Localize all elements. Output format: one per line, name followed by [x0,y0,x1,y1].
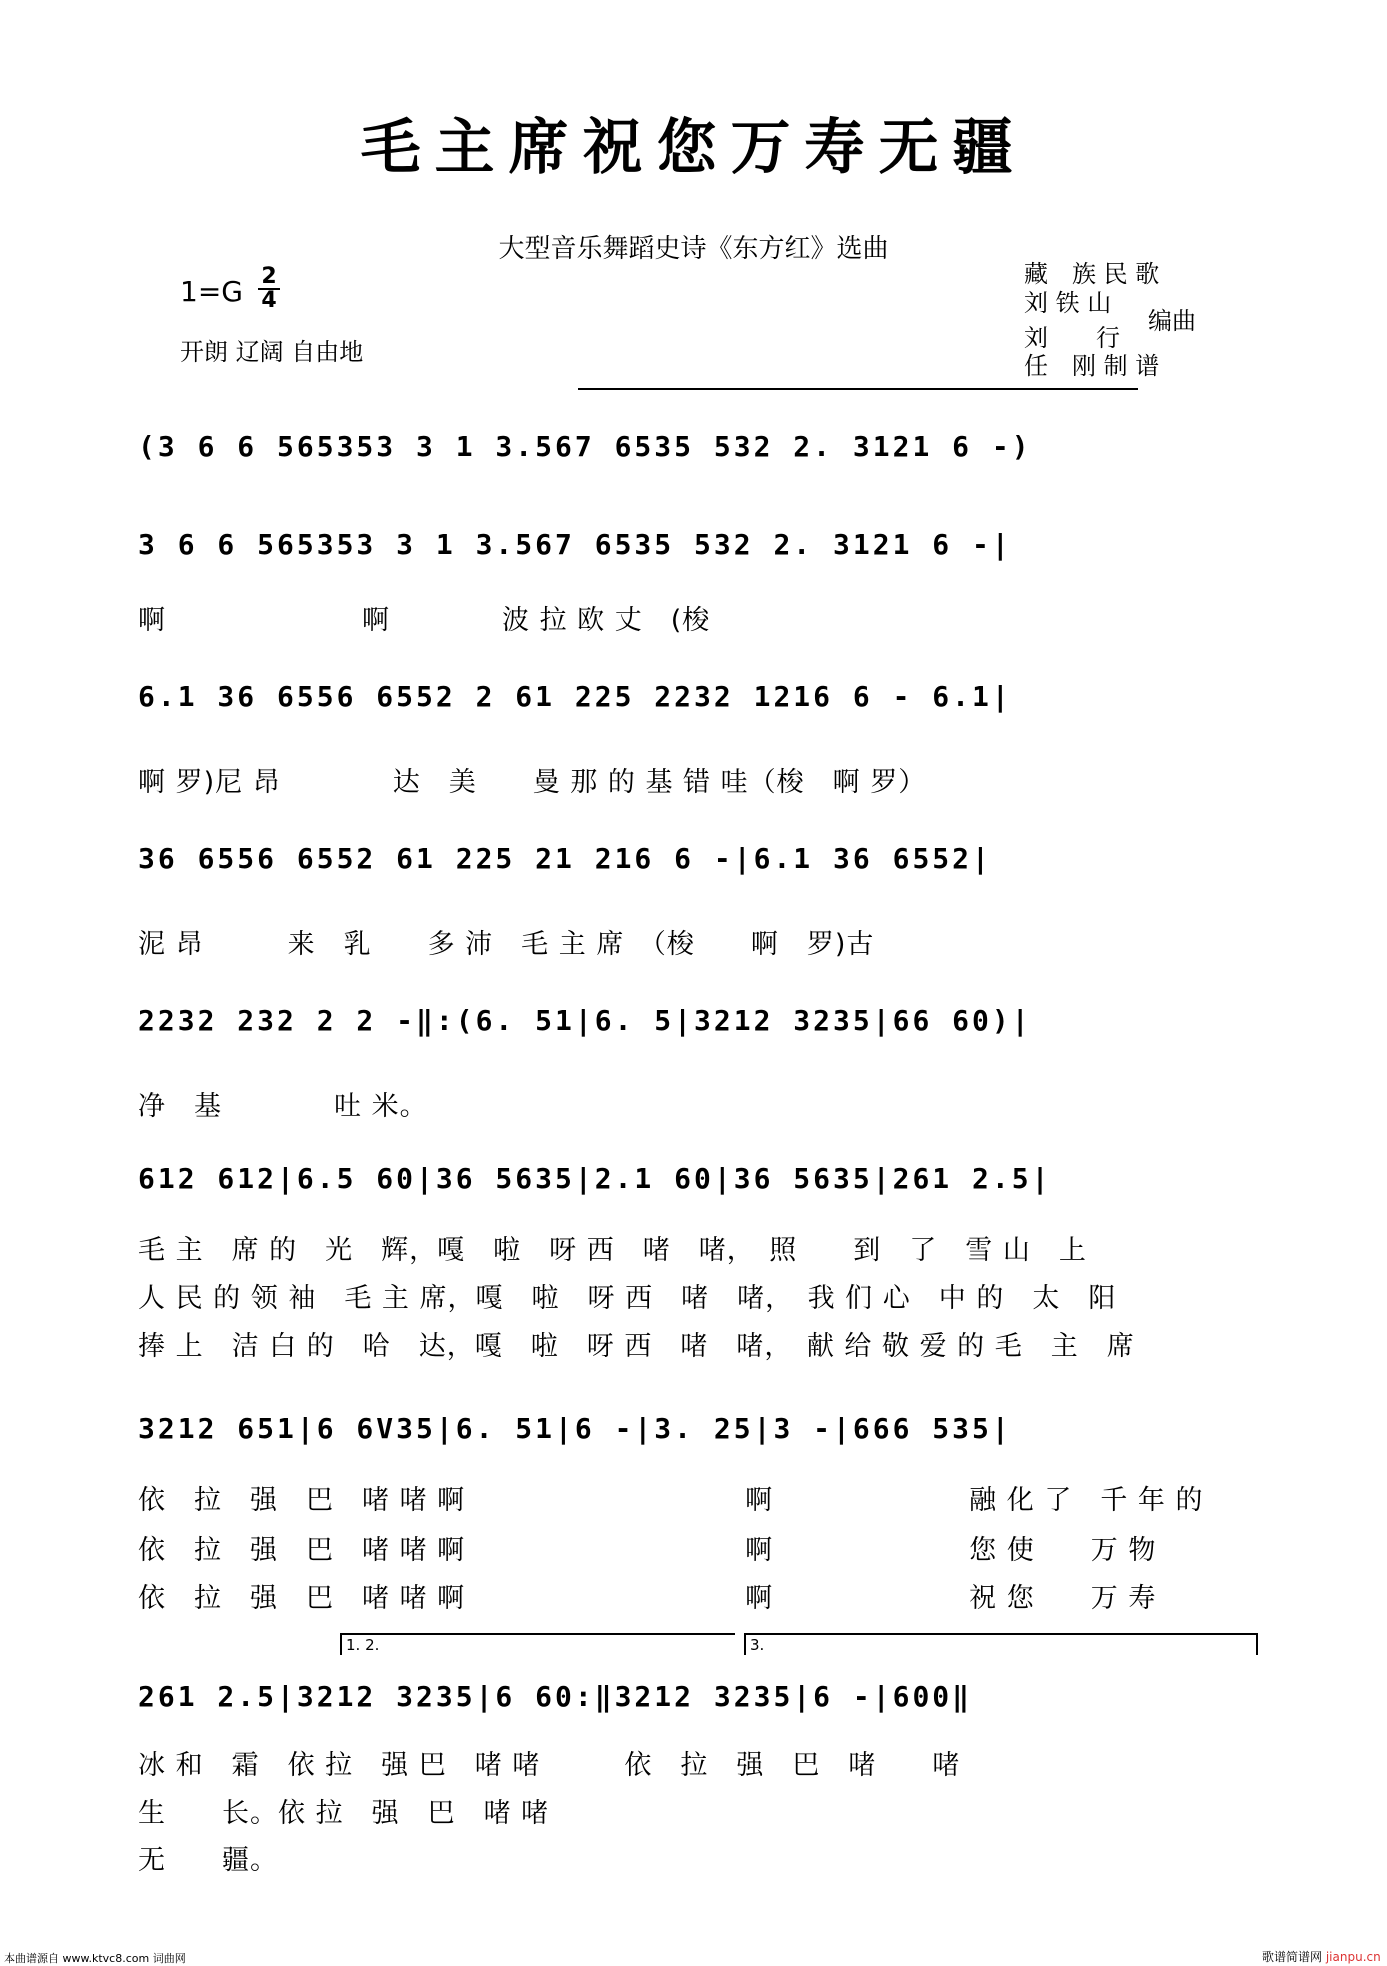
verse-1-line-2: 人 民 的 领 袖 毛 主 席，嘎 啦 呀 西 啫 啫， 我 们 心 中 的 太 阳 [138,1283,1117,1314]
time-signature-top: 2 [261,264,277,289]
music-system-5: 2232 232 2 2 -‖:(6. 51|6. 5|3212 3235|66 60)| [138,1004,1032,1037]
credit-line-2: 刘 铁 山 [1024,289,1112,317]
lyric-line-4: 净 基 吐 米。 [138,1091,428,1122]
tempo-mark: 开朗 辽阔 自由地 [180,338,364,366]
verse-2-line-1: 依 拉 强 巴 啫 啫 啊 啊 融 化 了 千 年 的 [138,1485,1204,1516]
time-signature-bottom: 4 [258,288,280,312]
music-system-8: 261 2.5|3212 3235|6 60:‖3212 3235|6 -|600‖ [138,1680,973,1713]
subtitle: 大型音乐舞蹈史诗《东方红》选曲 [498,234,889,264]
verse-2-line-2: 依 拉 强 巴 啫 啫 啊 啊 您 使 万 物 [138,1535,1157,1566]
music-system-6: 612 612|6.5 60|36 5635|2.1 60|36 5635|261 2.5| [138,1162,1052,1195]
credit-line-3: 刘 行 [1024,324,1120,352]
verse-3-line-2: 生 长。依 拉 强 巴 啫 啫 [138,1798,550,1829]
time-signature [258,266,280,312]
volta-3-bracket-start [744,1633,746,1655]
volta-1-2-bracket-start [340,1633,342,1655]
lyric-line-2: 啊 罗)尼 昂 达 美 曼 那 的 基 错 哇（梭 啊 罗） [138,767,927,798]
volta-3-bracket [744,1633,1258,1635]
music-system-4: 36 6556 6552 61 225 21 216 6 -|6.1 36 6552| [138,842,992,875]
volta-1-2-bracket [340,1633,735,1635]
music-system-1: (3 6 6 565353 3 1 3.567 6535 532 2. 3121 6 -) [138,430,1032,463]
volta-1-2-label: 1. 2. [346,1636,380,1654]
volta-3-bracket-end [1256,1633,1258,1655]
lyric-line-1: 啊 啊 波 拉 欧 丈 (梭 [138,605,711,636]
verse-2-line-3: 依 拉 强 巴 啫 啫 啊 啊 祝 您 万 寿 [138,1583,1157,1614]
slur-line [578,388,1138,390]
verse-1-line-3: 捧 上 洁 白 的 哈 达，嘎 啦 呀 西 啫 啫， 献 给 敬 爱 的 毛 主 席 [138,1331,1135,1362]
verse-3-line-1: 冰 和 霜 依 拉 强 巴 啫 啫 依 拉 强 巴 啫 啫 [138,1750,961,1781]
credit-line-1: 藏 族 民 歌 [1024,260,1160,288]
verse-3-line-3: 无 疆。 [138,1845,278,1876]
watermark [1262,1948,1381,1965]
watermark-url: jianpu.cn [1325,1950,1381,1964]
verse-1-line-1: 毛 主 席 的 光 辉，嘎 啦 呀 西 啫 啫， 照 到 了 雪 山 上 [138,1235,1087,1266]
key-signature: 1=G [180,275,243,308]
source-footer: 本曲谱源自 www.ktvc8.com 词曲网 [4,1952,186,1965]
volta-3-label: 3. [750,1636,765,1654]
music-system-7: 3212 651|6 6V35|6. 51|6 -|3. 25|3 -|666 535| [138,1412,1012,1445]
credit-line-2b: 编曲 [1148,307,1196,335]
page-title: 毛主席祝您万寿无疆 [360,113,1027,183]
lyric-line-3: 泥 昂 来 乳 多 沛 毛 主 席 （梭 啊 罗)古 [138,929,875,960]
credit-line-4: 任 刚 制 谱 [1024,352,1160,380]
watermark-cn: 歌谱简谱网 [1262,1950,1323,1964]
music-system-2: 3 6 6 565353 3 1 3.567 6535 532 2. 3121 6 -| [138,528,1012,561]
music-system-3: 6.1 36 6556 6552 2 61 225 2232 1216 6 - 6.1| [138,680,1012,713]
